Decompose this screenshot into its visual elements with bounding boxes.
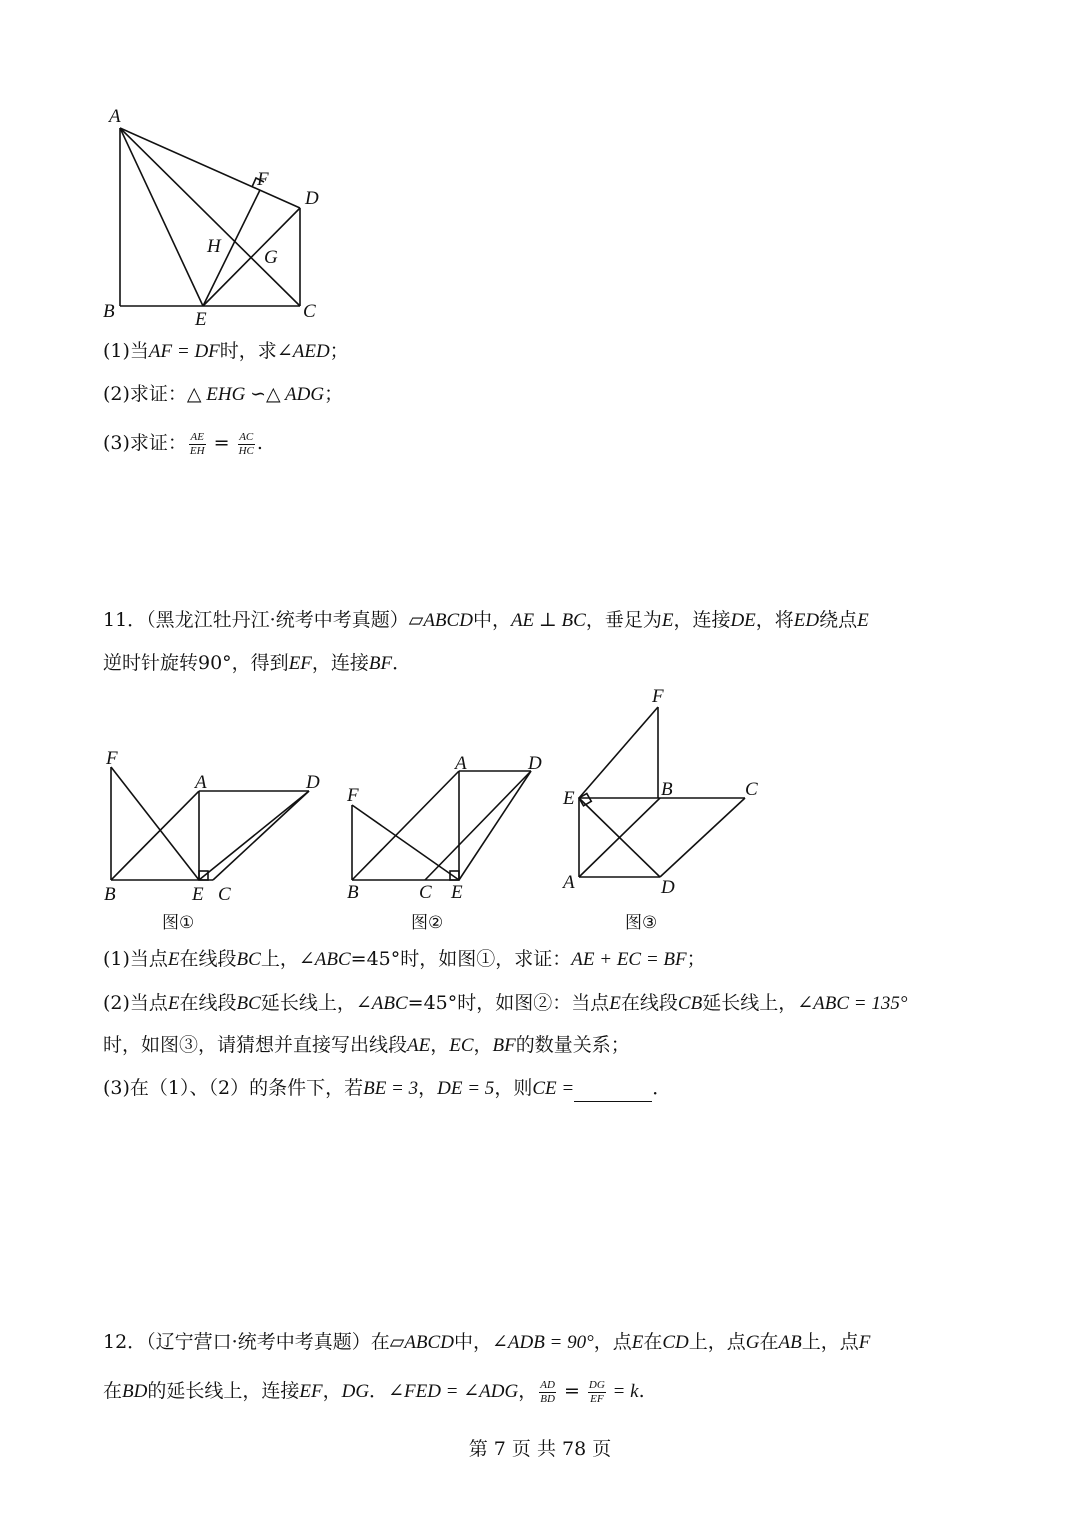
q10-part3: (3)求证： $\frac{AE}{EH}$ = $\frac{AC}{HC}$ . <box>103 430 263 457</box>
q11-part1: (1)当点E在线段BC上，∠ABC=45°时，如图①，求证：AE + EC = BF； <box>103 948 706 970</box>
svg-text:F: F <box>652 686 664 707</box>
svg-text:B: B <box>347 882 359 903</box>
label-A: A <box>109 106 121 127</box>
q11-line2: 逆时针旋转90°，得到EF，连接BF． <box>103 652 412 674</box>
page-footer: 第 7 页 共 78 页 <box>468 1438 612 1460</box>
svg-text:D: D <box>306 772 320 793</box>
svg-text:B: B <box>104 884 116 905</box>
seg-AC <box>120 128 300 306</box>
svg-text:A: A <box>563 872 575 893</box>
q11-part2-line1: (2)当点E在线段BC延长线上，∠ABC=45°时，如图②：当点E在线段CB延长线上，∠ABC = 135° <box>103 992 908 1014</box>
caption-fig3: 图③ <box>625 913 658 933</box>
q11-part3: (3)在（1）、（2）的条件下，若BE = 3，DE = 5，则CE = ． <box>103 1075 671 1102</box>
svg-text:A: A <box>195 772 207 793</box>
svg-text:C: C <box>218 884 231 905</box>
svg-text:C: C <box>419 882 432 903</box>
label-H: H <box>207 236 221 257</box>
label-F: F <box>257 169 269 190</box>
svg-text:E: E <box>563 788 575 809</box>
answer-blank <box>574 1083 652 1102</box>
svg-text:F: F <box>347 785 359 806</box>
caption-fig1: 图① <box>162 913 195 933</box>
figure-q11-1 <box>111 767 309 880</box>
q10-part1: (1)当AF = DF时，求∠AED； <box>103 340 349 362</box>
svg-text:C: C <box>745 779 758 800</box>
q12-line1: 12．（辽宁营口·统考中考真题）在▱ABCD中，∠ADB = 90°，点E在CD上，点G在AB上，点F <box>103 1331 871 1353</box>
svg-text:E: E <box>192 884 204 905</box>
svg-text:E: E <box>451 882 463 903</box>
svg-text:B: B <box>661 779 673 800</box>
q12-line2: 在BD的延长线上，连接EF，DG．∠FED = ∠ADG， $\frac{AD}{BD}$ = $\frac{DG}{EF}$ = k. <box>103 1378 645 1405</box>
figure-q10 <box>95 100 345 330</box>
caption-fig2: 图② <box>411 913 444 933</box>
label-E: E <box>195 309 207 330</box>
svg-text:F: F <box>106 748 118 769</box>
label-C: C <box>303 301 316 322</box>
label-D: D <box>305 188 319 209</box>
figures-q11 <box>95 680 795 940</box>
svg-text:A: A <box>455 753 467 774</box>
q11-part2-line2: 时，如图③，请猜想并直接写出线段AE，EC，BF的数量关系； <box>103 1034 630 1056</box>
svg-text:D: D <box>528 753 542 774</box>
seg-AE <box>120 128 203 306</box>
seg-AD <box>120 128 300 208</box>
q11-line1: 11．（黑龙江牡丹江·统考中考真题）▱ABCD中，AE ⊥ BC，垂足为E，连接DE，将ED绕点E <box>103 609 869 631</box>
svg-text:D: D <box>661 877 675 898</box>
label-G: G <box>264 247 278 268</box>
label-B: B <box>103 301 115 322</box>
figure-q11-2 <box>352 771 531 880</box>
q10-part2: (2)求证：△ EHG ∽△ ADG； <box>103 383 344 405</box>
